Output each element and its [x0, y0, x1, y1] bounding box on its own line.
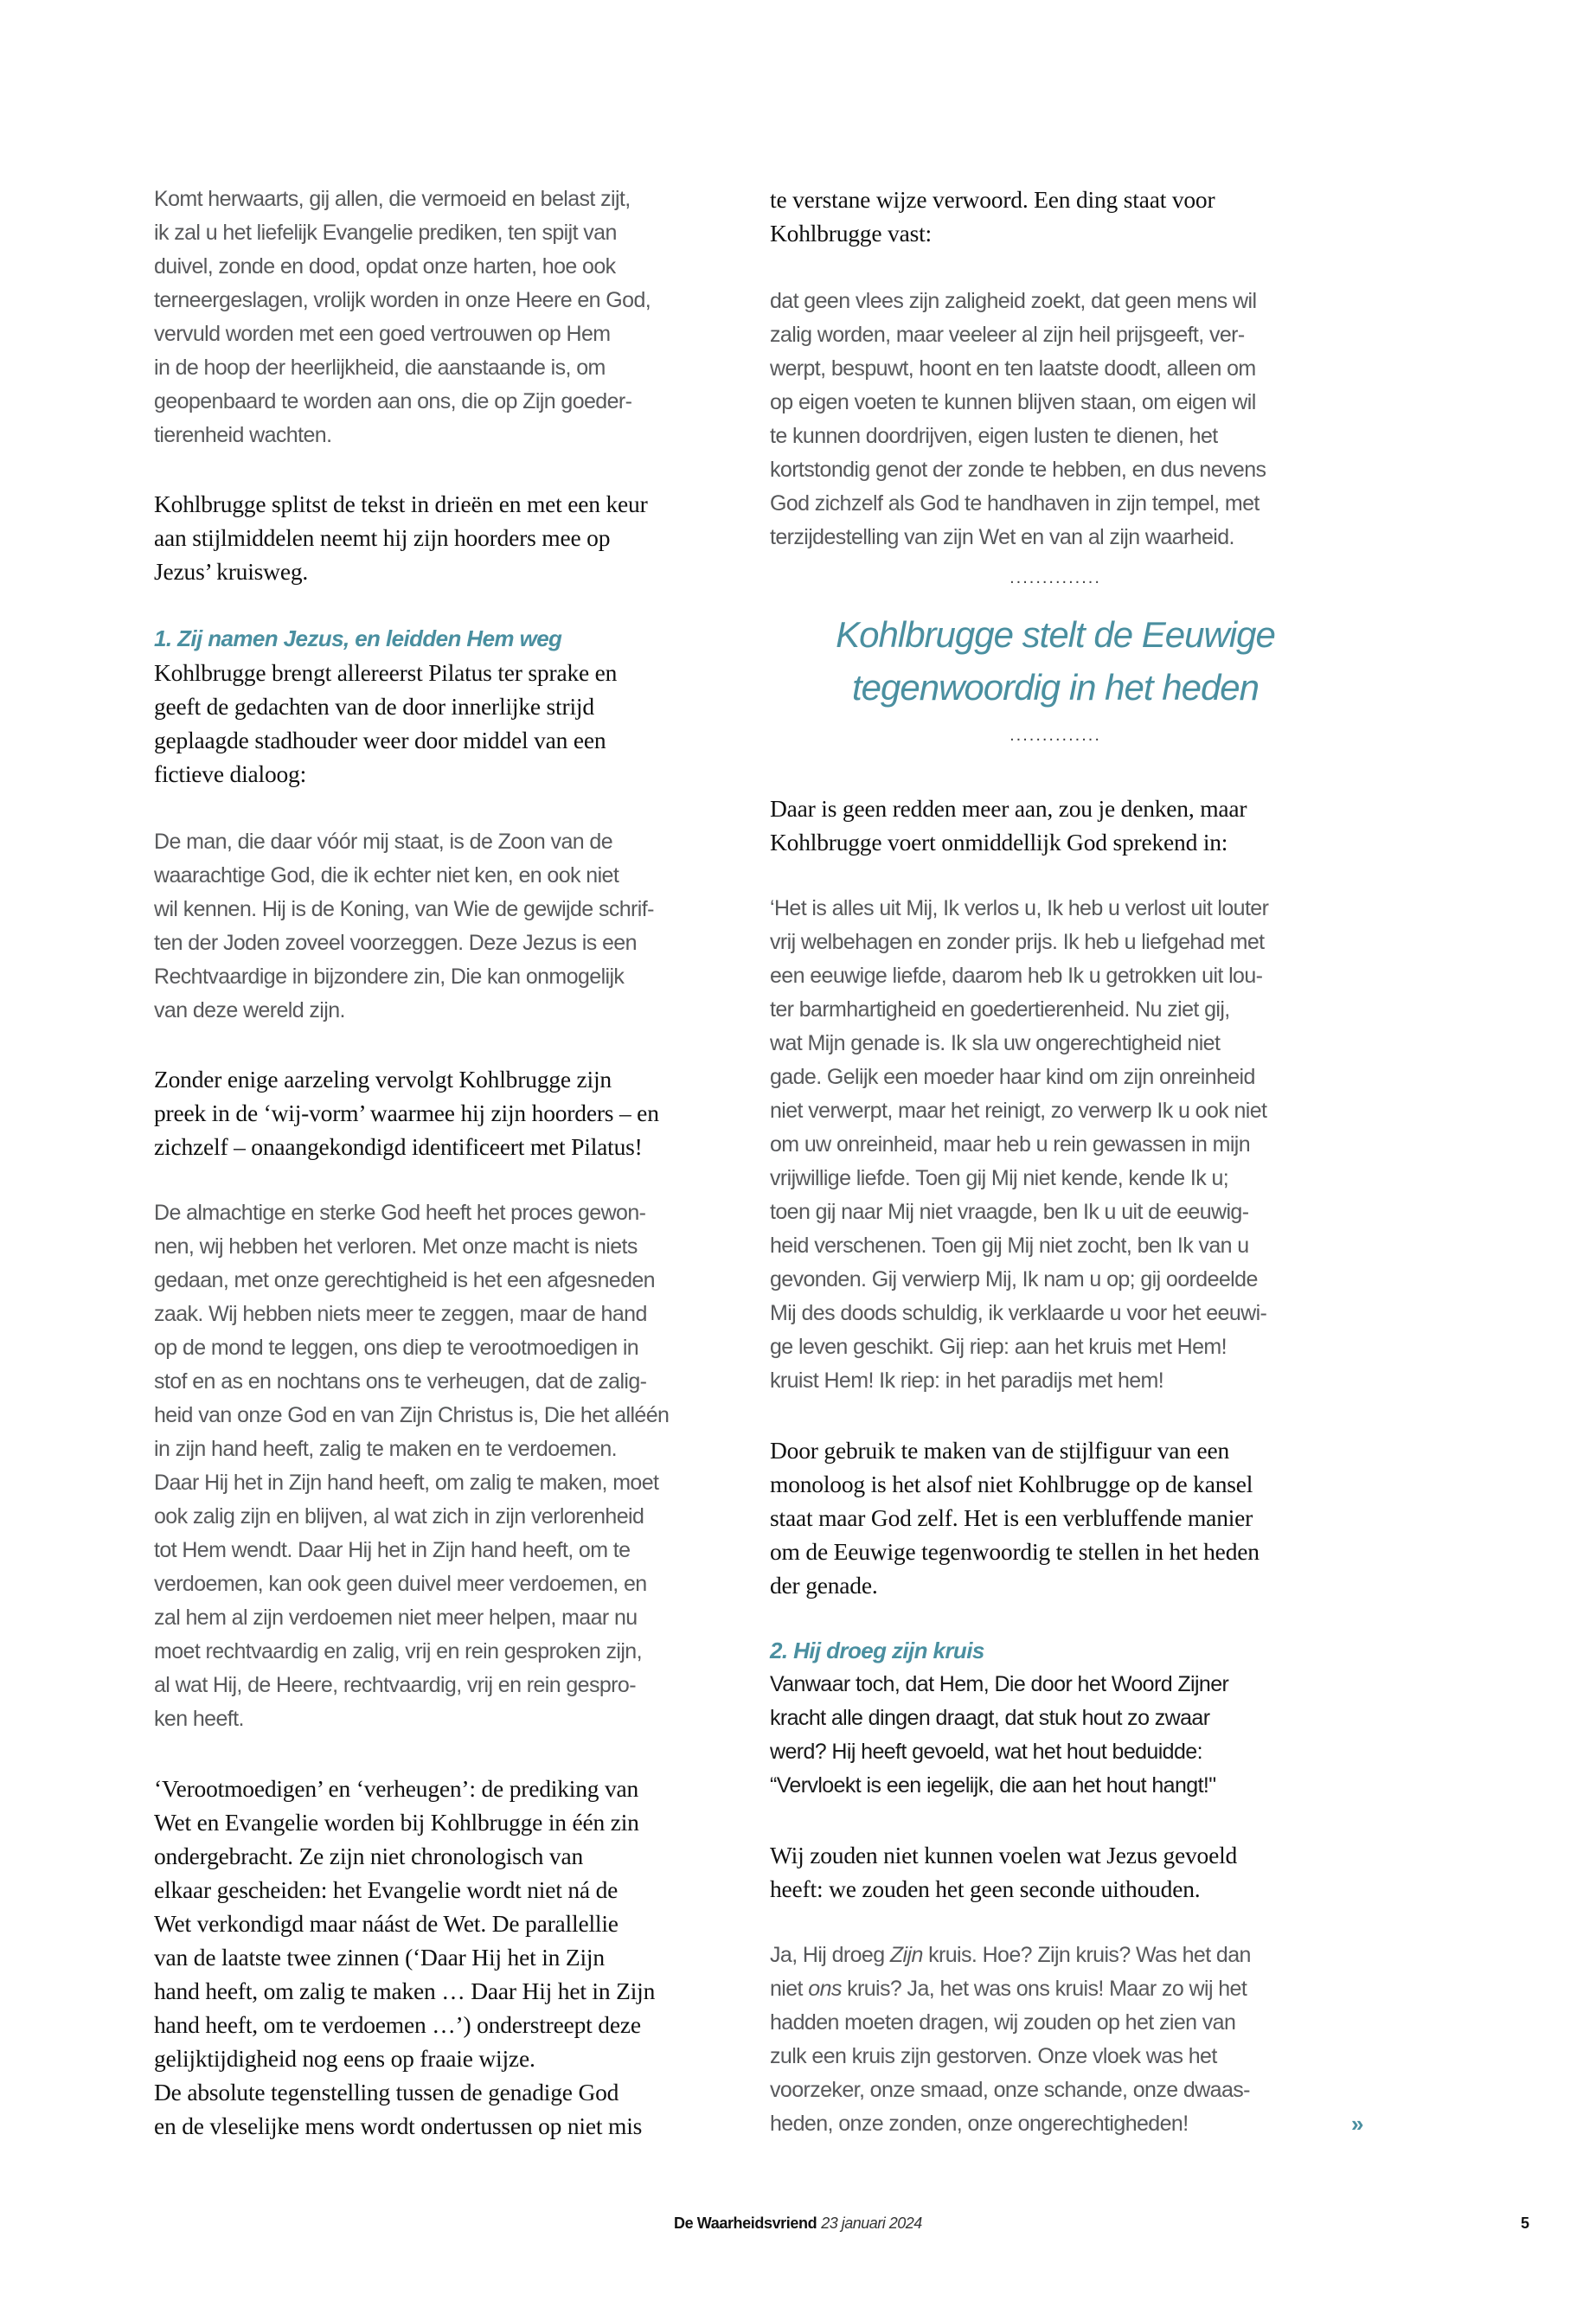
text-line — [770, 1972, 1251, 2006]
continue-arrow-icon: » — [1351, 2111, 1364, 2137]
body-paragraph: Door gebruik te maken van de stijlfiguur van een monoloog is het alsof niet Kohlbrugge op de kansel staat maar God zelf. Het is een verbluffende manier om de Eeuwige tegenwoordig te stellen in het heden der genade. — [770, 1437, 1259, 1599]
text-lines: hadden moeten dragen, wij zouden op het zien van zulk een kruis zijn gestorven. Onze vloek was het voorzeker, onze smaad, onze schande, onze dwaas- heden, onze zonden, onze ongerechtigheden! — [770, 2010, 1250, 2136]
body-paragraph: Daar is geen redden meer aan, zou je denken, maar Kohlbrugge voert onmiddellijk God sprekend in: — [770, 795, 1247, 856]
section-heading: 2. Hij droeg zijn kruis — [770, 1638, 984, 1663]
body-paragraph: te verstane wijze verwoord. Een ding staat voor Kohlbrugge vast: — [770, 186, 1215, 247]
quote-paragraph: De man, die daar vóór mij staat, is de Zoon van de waarachtige God, die ik echter niet ken, en ook niet wil kennen. Hij is de Koning, van Wie de gewijde schrif- ten der Joden zoveel voorzeggen. Deze Jezus is een Rechtvaardige in bijzondere zin, Die kan onmogelijk van deze wereld zijn. — [154, 830, 654, 1022]
quote-paragraph: ‘Het is alles uit Mij, Ik verlos u, Ik heb u verlost uit louter vrij welbehagen en zonder prijs. Ik heb u liefgehad met een eeuwige liefde, daarom heb Ik u getrokken uit lou- ter barmhartigheid en goedertierenheid. Nu ziet gij, wat Mijn genade is. Ik sla uw ongerechtigheid niet gade. Gelijk een moeder haar kind om zijn onreinheid niet verwerpt, maar het reinigt, zo verwerp Ik u ook niet om uw onreinheid, maar heb u rein gewassen in mijn vrijwillige liefde. Toen gij Mij niet kende, kende Ik u; toen gij naar Mij niet vraagde, ben Ik u uit de eeuwig- heid verschenen. Toen gij Mij niet zocht, ben Ik van u gevonden. Gij verwierp Mij, Ik nam u op; gij oordeelde Mij des doods schuldig, ik verklaarde u voor het eeuwi- ge leven geschikt. Gij riep: aan het kruis met Hem! kruist Hem! Ik riep: in het paradijs met hem! — [770, 896, 1269, 1393]
quote-paragraph: Vanwaar toch, dat Hem, Die door het Woord Zijner kracht alle dingen draagt, dat stuk hout zo zwaar werd? Hij heeft gevoeld, wat het hout beduidde: “Vervloekt is een iegelijk, die aan het hout hangt!" — [770, 1672, 1229, 1798]
text-segment: kruis? Ja, het was ons kruis! Maar zo wij het — [841, 1977, 1247, 2001]
emphasis: ons — [808, 1977, 842, 2001]
text-segment: Ja, Hij droeg — [770, 1943, 890, 1967]
text-line — [770, 1939, 1251, 1972]
body-paragraph: Zonder enige aarzeling vervolgt Kohlbrugge zijn preek in de ‘wij-vorm’ waarmee hij zijn hoorders – en zichzelf – onaangekondigd identificeert met Pilatus! — [154, 1066, 659, 1160]
pullquote: Kohlbrugge stelt de Eeuwige tegenwoordig in het heden — [836, 614, 1275, 708]
footer — [674, 2214, 922, 2233]
quote-paragraph: Komt herwaarts, gij allen, die vermoeid en belast zijt, ik zal u het liefelijk Evangelie prediken, ten spijt van duivel, zonde en dood, opdat onze harten, hoe ook terneergeslagen, vrolijk worden in onze Heere en God, vervuld worden met een goed vertrouwen op Hem in de hoop der heerlijkheid, die aanstaande is, om geopenbaard te worden aan ons, die op Zijn goeder- tierenheid wachten. — [154, 187, 651, 447]
body-paragraph: ‘Verootmoedigen’ en ‘verheugen’: de prediking van Wet en Evangelie worden bij Kohlbrugge in één zin ondergebracht. Ze zijn niet chronologisch van elkaar gescheiden: het Evangelie wordt niet ná de Wet verkondigd maar náást de Wet. De parallellie van de laatste twee zinnen (‘Daar Hij het in Zijn hand heeft, om zalig te maken … Daar Hij het in Zijn hand heeft, om te verdoemen …’) onderstreept deze gelijktijdigheid nog eens op fraaie wijze. De absolute tegenstelling tussen de genadige God en de vleselijke mens wordt ondertussen op niet mis — [154, 1775, 656, 2139]
text-segment: kruis. Hoe? Zijn kruis? Was het dan — [922, 1943, 1251, 1967]
body-paragraph: Wij zouden niet kunnen voelen wat Jezus gevoeld heeft: we zouden het geen seconde uithouden. — [770, 1842, 1238, 1902]
publication-date: 23 januari 2024 — [821, 2214, 922, 2232]
body-paragraph: Kohlbrugge splitst de tekst in drieën en met een keur aan stijlmiddelen neemt hij zijn hoorders mee op Jezus’ kruisweg. — [154, 490, 648, 585]
pullquote-divider-bottom: .............. — [1010, 726, 1101, 745]
quote-paragraph: dat geen vlees zijn zaligheid zoekt, dat geen mens wil zalig worden, maar veeleer al zijn heil prijsgeeft, ver- werpt, bespuwt, hoont en ten laatste doodt, alleen om op eigen voeten te kunnen blijven staan, om eigen wil te kunnen doordrijven, eigen lusten te dienen, het kortstondig genot der zonde te hebben, en dus nevens God zichzelf als God te handhaven in zijn tempel, met terzijdestelling van zijn Wet en van al zijn waarheid. — [770, 289, 1266, 549]
publication-name: De Waarheidsvriend — [674, 2214, 817, 2232]
text-segment: niet — [770, 1977, 809, 2001]
quote-paragraph — [770, 1939, 1251, 2141]
emphasis: Zijn — [889, 1943, 923, 1967]
quote-paragraph: De almachtige en sterke God heeft het proces gewon- nen, wij hebben het verloren. Met onze macht is niets gedaan, met onze gerechtigheid is het een afgesneden zaak. Wij hebben niets meer te zeggen, maar de hand op de mond te leggen, ons diep te verootmoedigen in stof en as en nochtans ons te verheugen, dat de zalig- heid van onze God en van Zijn Christus is, Die het alléén in zijn hand heeft, zalig te maken en te verdoemen. Daar Hij het in Zijn hand heeft, om zalig te maken, moet ook zalig zijn en blijven, al wat zich in zijn verlorenheid tot Hem wendt. Daar Hij het in Zijn hand heeft, om te verdoemen, kan ook geen duivel meer verdoemen, en zal hem al zijn verdoemen niet meer helpen, maar nu moet rechtvaardig en zalig, vrij en rein gesproken zijn, al wat Hij, de Heere, rechtvaardig, vrij en rein gespro- ken heeft. — [154, 1201, 670, 1731]
pullquote-divider-top: .............. — [1010, 568, 1101, 587]
section-heading: 1. Zij namen Jezus, en leidden Hem weg — [154, 625, 562, 651]
body-paragraph: Kohlbrugge brengt allereerst Pilatus ter sprake en geeft de gedachten van de door innerlijke strijd geplaagde stadhouder weer door middel van een fictieve dialoog: — [154, 659, 618, 787]
page-number: 5 — [1521, 2214, 1530, 2232]
